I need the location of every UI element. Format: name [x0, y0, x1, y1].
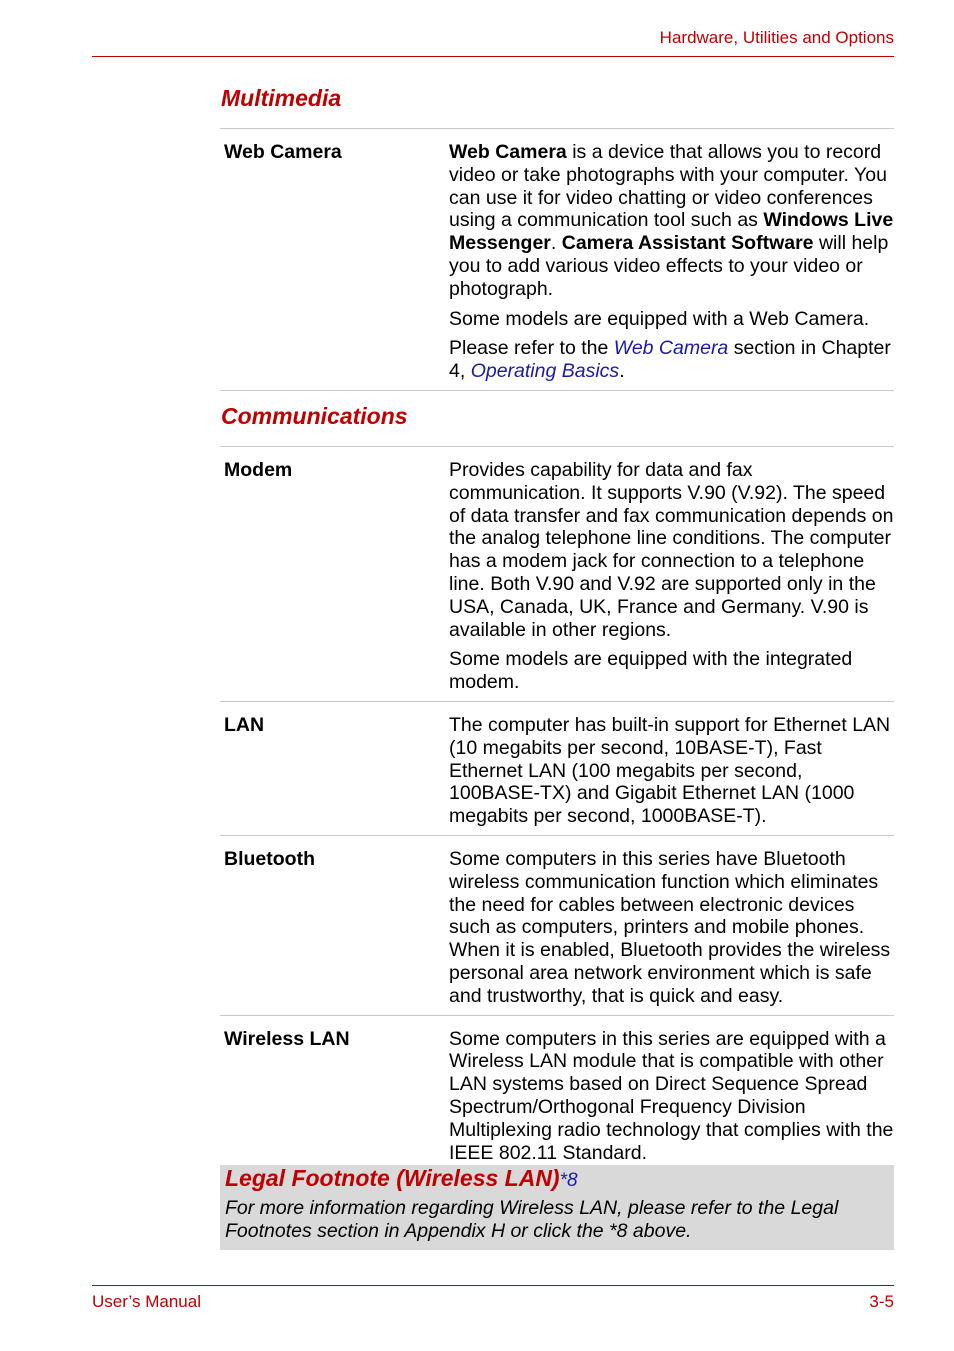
- paragraph: [449, 337, 894, 383]
- section-title-communications: Communications: [221, 403, 408, 429]
- legal-footnote-title: [225, 1165, 578, 1192]
- table-row: [220, 129, 894, 391]
- operating-basics-link[interactable]: Operating Basics: [470, 360, 620, 383]
- note-title-text: Legal Footnote (Wireless LAN): [225, 1165, 560, 1191]
- bold-text: Web Camera: [449, 141, 567, 163]
- section-title-multimedia: Multimedia: [221, 85, 342, 111]
- term-lan: LAN: [224, 713, 265, 736]
- communications-table: [220, 446, 894, 1172]
- footer-rule: [92, 1285, 894, 1286]
- term-web-camera: Web Camera: [224, 141, 342, 163]
- paragraph: Some computers in this series have Bluetooth wireless communication function which eliminates the need for cables between electronic devices such as computers, printers and mobile phones. When it is enabled, Bluetooth provides the wireless personal area network environment which is safe and trustworthy, that is quick and easy.: [449, 847, 891, 1007]
- table-row: [220, 701, 894, 835]
- footnote-ref-link[interactable]: *8: [559, 1170, 578, 1191]
- paragraph: The computer has built-in support for Ethernet LAN (10 megabits per second, 10BASE-T), Fast Ethernet LAN (100 megabits per second, 100BASE-TX) and Gigabit Ethernet LAN (1000 megabits per second, 1000BASE-T).: [449, 713, 891, 828]
- page-number: 3-5: [869, 1292, 894, 1311]
- table-row: [220, 1015, 894, 1172]
- text: Please refer to the: [449, 337, 614, 360]
- legal-footnote-body: For more information regarding Wireless LAN, please refer to the Legal Footnotes section in Appendix H or click the *8 above.: [225, 1197, 839, 1242]
- text: .: [550, 232, 562, 255]
- desc-web-camera: [449, 129, 894, 391]
- paragraph: Some models are equipped with a Web Camera.: [449, 307, 870, 330]
- term-modem: Modem: [224, 459, 293, 481]
- running-header: Hardware, Utilities and Options: [659, 28, 894, 47]
- term-wireless-lan: Wireless LAN: [224, 1027, 350, 1050]
- paragraph: Some models are equipped with the integrated modem.: [449, 648, 853, 694]
- legal-footnote-box: [220, 1165, 894, 1250]
- web-camera-link[interactable]: Web Camera: [613, 337, 729, 360]
- desc-lan: [449, 701, 894, 835]
- term-bluetooth: Bluetooth: [224, 847, 315, 870]
- text: .: [619, 360, 625, 383]
- paragraph: Provides capability for data and fax communication. It supports V.90 (V.92). The speed of data transfer and fax communication depends on the analog telephone line conditions. The computer has a modem jack for connection to a telephone line. Both V.90 and V.92 are supported only in the USA, Canada, UK, France and Germany. V.90 is available in other regions.: [449, 459, 894, 641]
- bold-text: Windows Live Messenger: [449, 209, 894, 255]
- bold-text: Camera Assistant Software: [561, 232, 814, 255]
- desc-bluetooth: [449, 835, 894, 1015]
- table-row: [220, 447, 894, 702]
- paragraph: Some computers in this series are equipped with a Wireless LAN module that is compatible with other LAN systems based on Direct Sequence Spread Spectrum/Orthogonal Frequency Division Multiplexing radio technology that complies with the IEEE 802.11 Standard.: [449, 1027, 894, 1164]
- desc-wireless-lan: [449, 1015, 894, 1172]
- text: is a device that allows you to record video or take photographs with your computer. You can use it for video chatting or video conferences using a communication tool such as: [449, 141, 887, 232]
- text: will help you to add various video effects to your video or photograph.: [449, 232, 889, 300]
- desc-modem: [449, 447, 894, 702]
- header-rule: [92, 56, 894, 57]
- multimedia-table: [220, 128, 894, 391]
- footer-manual-title: User’s Manual: [92, 1292, 201, 1311]
- paragraph: [449, 141, 894, 301]
- text: section in Chapter 4,: [449, 337, 891, 383]
- table-row: [220, 835, 894, 1015]
